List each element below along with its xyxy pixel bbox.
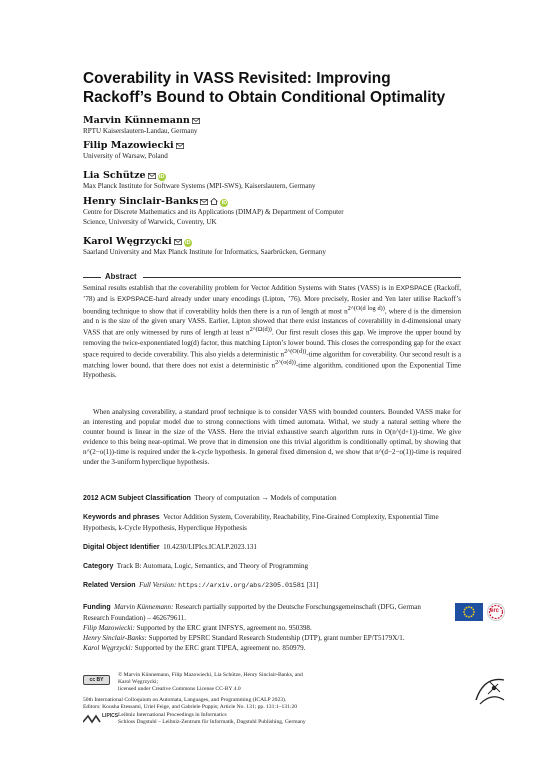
funding-entry: Funding Marvin Künnemann: Research partially supported by the Deutsche Forschungsgemeinschaft (DFG, German Research Foundation) – 462679611.: [83, 603, 421, 622]
email-icon[interactable]: [148, 173, 156, 179]
funding-entry: Filip Mazowiecki: Supported by the ERC grant INFSYS, agreement no. 950398.: [83, 624, 312, 632]
author-affiliation: Centre for Discrete Mathematics and its Applications (DIMAP) & Department of Computer Science, University of Warwick, Coventry, UK: [83, 208, 344, 226]
category-value: Track B: Automata, Logic, Semantics, and Theory of Programming: [116, 562, 309, 570]
author-block: [83, 170, 483, 192]
erc-logo: erc: [487, 603, 505, 621]
author-name: Henry Sinclair-Banks: [83, 196, 199, 207]
orcid-icon[interactable]: iD: [221, 200, 228, 206]
abstract-rule-right: [143, 277, 461, 278]
author-affiliation: University of Warsaw, Poland: [83, 152, 168, 160]
icalp-mark-icon: [470, 670, 510, 710]
category-label: Category: [83, 563, 114, 570]
abstract-label: Abstract: [105, 272, 137, 281]
paper-title: [83, 69, 483, 107]
keywords-label: Keywords and phrases: [83, 514, 160, 521]
keywords: [83, 512, 461, 533]
orcid-icon[interactable]: iD: [158, 174, 165, 180]
abstract-paragraph-2: When analysing coverability, a standard proof technique is to consider VASS with bounded counters. Bounded VASS make for an interesting and popular model due to strong connections with timed automata. Withal, we study a natural setting where the counter bound is linear in the size of the VASS. Here the trivial exhaustive search algorithm runs in O(n^(d+1))-time. We give evidence to this being near-optimal. We prove that in dimension one this trivial algorithm is conditionally optimal, by showing that n^(2−o(1))-time is required under the k-cycle hypothesis. In general fixed dimension d, we show that n^(d−2−o(1))-time is required under the 3-uniform hyperclique hypothesis.: [83, 408, 461, 466]
email-icon[interactable]: [176, 143, 184, 149]
author-name: Filip Mazowiecki: [83, 140, 174, 151]
acm-label: 2012 ACM Subject Classification: [83, 495, 191, 502]
lipics-logo: LIPICS: [83, 711, 115, 725]
keywords-value: Vector Addition System, Coverability, Reachability, Fine-Grained Complexity, Exponential Time Hypothesis, k-Cycle Hypothesis, Hyperclique Hypothesis: [83, 513, 439, 532]
funding-entry: Henry Sinclair-Banks: Supported by EPSRC Standard Research Studentship (DTP), grant number EP/T5179X/1.: [83, 634, 405, 642]
related-ref[interactable]: [31]: [306, 581, 319, 589]
email-icon[interactable]: [200, 199, 208, 205]
title-line-1: Coverability in VASS Revisited: Improving: [83, 70, 391, 87]
related-label: Related Version: [83, 582, 136, 589]
funding-entry: Karol Węgrzycki: Supported by the ERC grant TIPEA, agreement no. 850979.: [83, 644, 306, 652]
abstract-paragraph-1: Seminal results establish that the coverability problem for Vector Addition Systems with States (VASS) is in EXPSPACE (Rackoff, ’78) and is EXPSPACE-hard already under unary encodings (Lipton, ’76). More precisely, Rosier and Yen later utilise Rackoff’s bounding technique to show that if coverability holds then there is a run of length at most $n^{2\^{}(O(d log d))}$, where d is the dimension and n is the size of the given unary VASS. Earlier, Lipton showed that there exist instances of coverability in d-dimensional unary VASS that are only witnessed by runs of length at least $n^{2\^{}(\Omega(d))}$. Our first result closes this gap. We improve the upper bound by removing the twice-exponentiated log(d) factor, thus matching Lipton’s lower bound. This closes the corresponding gap for the exact space required to decide coverability. This also yields a deterministic $n^{2\^{}(O(d))}$-time algorithm for coverability. Our second result is a matching lower bound, that there does not exist a deterministic $n^{2\^{}(o(d))}$-time algorithm, conditioned upon the Exponential Time Hypothesis.: [83, 284, 462, 380]
publisher-info: Leibniz International Proceedings in Informatics Schloss Dagstuhl – Leibniz-Zentrum für Informatik, Dagstuhl Publishing, Germany: [118, 712, 306, 726]
category: [83, 561, 461, 572]
copyright-block: © Marvin Künnemann, Filip Mazowiecki, Lia Schütze, Henry Sinclair-Banks, and Karol Węgrzycki; licensed under Creative Commons License CC-BY 4.0: [118, 672, 303, 693]
icalp-logo: [470, 670, 510, 710]
acm-classification: [83, 493, 461, 504]
funding: [83, 602, 447, 653]
title-line-2: Rackoff’s Bound to Obtain Conditional Optimality: [83, 89, 446, 106]
author-block: [83, 196, 483, 227]
related-kind: Full Version:: [139, 581, 177, 589]
doi-label: Digital Object Identifier: [83, 544, 160, 551]
eu-stars-icon: [455, 603, 483, 621]
eu-flag-logo: [455, 603, 483, 621]
doi: [83, 542, 461, 553]
email-icon[interactable]: [174, 239, 182, 245]
home-icon[interactable]: [210, 198, 218, 205]
author-affiliation: Saarland University and Max Planck Institute for Informatics, Saarbrücken, Germany: [83, 248, 326, 256]
author-name: Lia Schütze: [83, 170, 146, 181]
author-affiliation: RPTU Kaiserslautern-Landau, Germany: [83, 127, 198, 135]
abstract-rule-left: [83, 277, 101, 278]
author-block: [83, 236, 483, 258]
related-version: [83, 580, 461, 591]
author-affiliation: Max Planck Institute for Software Systems (MPI-SWS), Kaiserslautern, Germany: [83, 182, 316, 190]
abstract-heading: [83, 272, 461, 282]
proceedings-info: 50th International Colloquium on Automata, Languages, and Programming (ICALP 2023). Editors: Kousha Etessami, Uriel Feige, and Gabriele Puppis; Article No. 131; pp. 131:1–131:20: [83, 697, 298, 711]
author-name: Karol Węgrzycki: [83, 236, 172, 247]
orcid-icon[interactable]: iD: [185, 240, 191, 246]
author-block: [83, 140, 483, 162]
doi-value[interactable]: 10.4230/LIPIcs.ICALP.2023.131: [163, 543, 257, 551]
cc-by-license-badge[interactable]: cc BY: [83, 675, 110, 685]
related-url-link[interactable]: https://arxiv.org/abs/2305.01581: [178, 582, 305, 589]
acm-value: Theory of computation → Models of computation: [194, 494, 337, 502]
email-icon[interactable]: [192, 118, 200, 124]
funding-label: Funding: [83, 604, 111, 611]
author-name: Marvin Künnemann: [83, 115, 190, 126]
author-block: [83, 115, 483, 137]
